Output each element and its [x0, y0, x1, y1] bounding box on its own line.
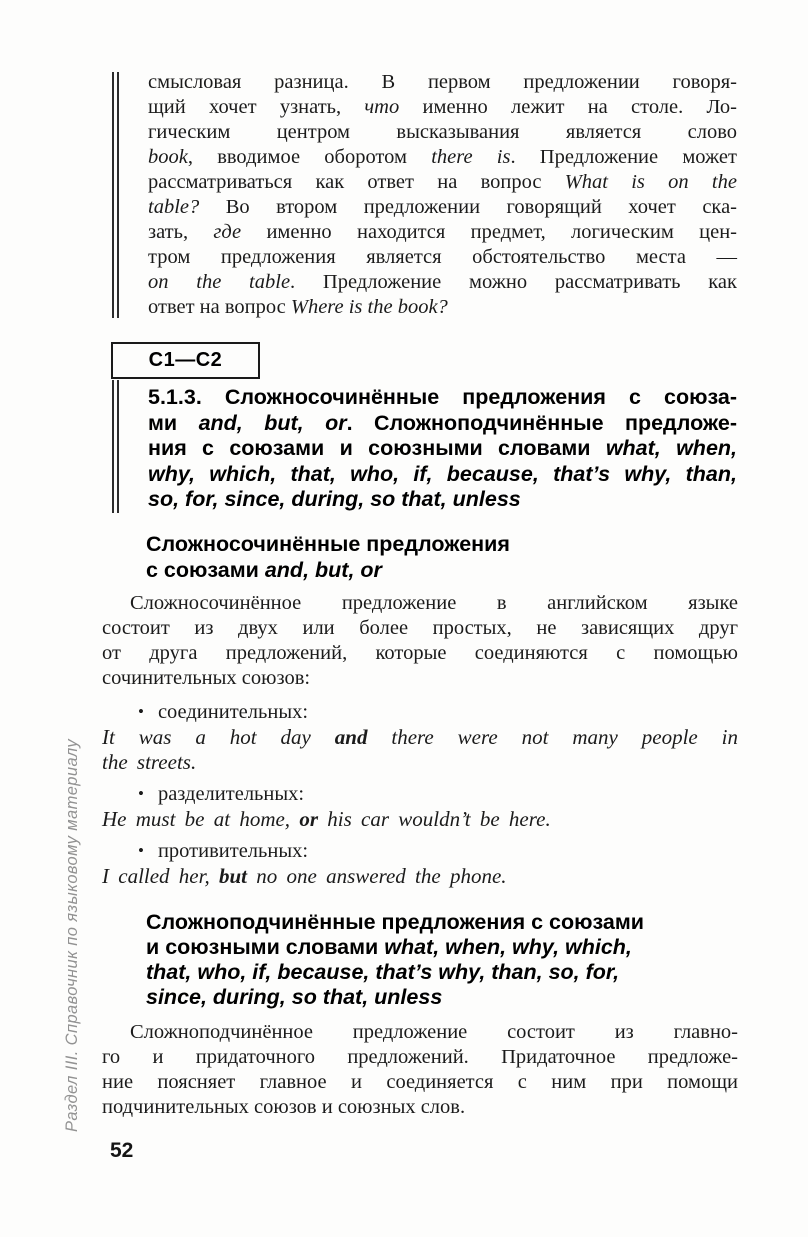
- text-line: подчинительных союзов и союзных слов.: [102, 1096, 466, 1118]
- text-line: the streets.: [102, 750, 197, 774]
- margin-change-bar-heading: [112, 380, 119, 513]
- paragraph-compound-sentences: [102, 591, 738, 691]
- level-tag-label: С1—С2: [148, 349, 223, 371]
- text-line: гическим центром высказывания является слово: [148, 121, 737, 143]
- bullet-label-line: [102, 782, 738, 807]
- sidebar-section-title: Раздел III. Справочник по языковому материалу: [63, 738, 81, 1132]
- text-line: ответ на вопрос Where is the book?: [148, 296, 448, 318]
- text-line: 5.1.3. Сложносочинённые предложения с союза-: [148, 385, 737, 409]
- section-heading-5-1-3: [148, 385, 737, 513]
- text-line: He must be at home, or his car wouldn’t be here.: [102, 807, 551, 831]
- text-line: Сложноподчинённое предложение состоит из главно-: [130, 1021, 738, 1043]
- text-line: рассматриваться как ответ на вопрос What is on the: [148, 171, 737, 193]
- text-line: Сложносочинённое предложение в английском языке: [130, 592, 738, 614]
- bullet-label-line: [102, 839, 738, 864]
- bullet-label-line: [102, 700, 738, 725]
- conjunction-bullet-list: [102, 700, 738, 889]
- text-line: book, вводимое оборотом there is. Предложение может: [148, 146, 737, 168]
- text-line: I called her, but no one answered the phone.: [102, 864, 507, 888]
- subheading-complex-sentences: [146, 910, 738, 1010]
- text-line: смысловая разница. В первом предложении говоря-: [148, 71, 737, 93]
- text-line: зать, где именно находится предмет, логическим цен-: [148, 221, 738, 243]
- bullet-example: [102, 807, 738, 832]
- text-line: Сложносочинённые предложения: [146, 532, 510, 556]
- bullet-dot-icon: •: [138, 702, 144, 721]
- text-line: го и придаточного предложений. Придаточное предложе-: [102, 1046, 738, 1068]
- text-line: why, which, that, who, if, because, that’s why, than,: [148, 461, 737, 486]
- margin-change-bar-top: [112, 72, 119, 318]
- text-line: ния с союзами и союзными словами what, when,: [148, 436, 738, 460]
- text-line: состоит из двух или более простых, не зависящих друг: [102, 617, 738, 639]
- bullet-label: разделительных:: [157, 783, 305, 805]
- text-line: table? Во втором предложении говорящий хочет ска-: [148, 196, 737, 218]
- paragraph-complex-sentences: [102, 1020, 738, 1120]
- page-number: 52: [110, 1139, 134, 1162]
- bullet-dot-icon: •: [138, 784, 144, 803]
- bullet-item: [102, 782, 738, 832]
- bullet-example: [102, 864, 738, 889]
- text-line: тром предложения является обстоятельство места —: [148, 246, 737, 268]
- bullet-item: [102, 700, 738, 775]
- level-tag-box: [111, 342, 260, 379]
- text-line: It was a hot day and there were not many people in: [102, 725, 739, 749]
- intro-paragraph: [148, 70, 737, 320]
- bullet-example: [102, 725, 738, 775]
- text-line: that, who, if, because, that’s why, than, so, for,: [146, 960, 620, 984]
- text-line: и союзными словами what, when, why, which,: [146, 935, 632, 959]
- bullet-item: [102, 839, 738, 889]
- text-line: щий хочет узнать, что именно лежит на столе. Ло-: [148, 96, 737, 118]
- subheading-compound-sentences: [146, 531, 735, 583]
- text-line: on the table. Предложение можно рассматривать как: [148, 271, 737, 293]
- text-line: since, during, so that, unless: [146, 985, 443, 1009]
- text-line: Сложноподчинённые предложения с союзами: [146, 910, 644, 934]
- bullet-label: соединительных:: [157, 701, 309, 723]
- text-line: ми and, but, or. Сложноподчинённые предложе-: [148, 410, 737, 435]
- text-line: so, for, since, during, so that, unless: [148, 487, 521, 511]
- bullet-dot-icon: •: [138, 841, 144, 860]
- text-line: ние поясняет главное и соединяется с ним при помощи: [102, 1071, 738, 1093]
- text-line: сочинительных союзов:: [102, 667, 311, 689]
- text-line: от друга предложений, которые соединяются с помощью: [102, 642, 738, 664]
- text-line: с союзами and, but, or: [146, 558, 382, 582]
- bullet-label: противительных:: [157, 840, 309, 862]
